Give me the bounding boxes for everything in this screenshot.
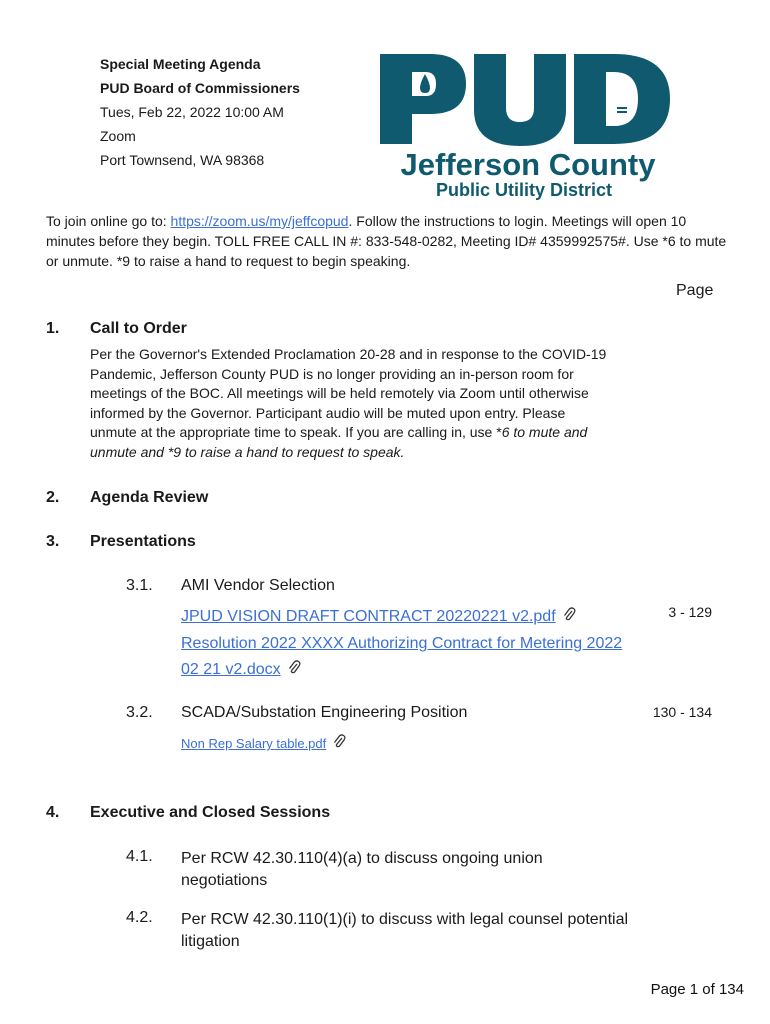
item-3-2-number: 3.2. bbox=[126, 704, 153, 721]
item-3-1-pages: 3 - 129 bbox=[668, 604, 712, 620]
attachment-salary-table-label: Non Rep Salary table.pdf bbox=[181, 736, 327, 751]
meeting-datetime: Tues, Feb 22, 2022 10:00 AM bbox=[100, 104, 284, 120]
page-column-header: Page bbox=[676, 282, 714, 299]
meeting-location: Port Townsend, WA 98368 bbox=[100, 152, 265, 168]
item-4-2-line1: Per RCW 42.30.110(1)(i) to discuss with legal counsel potential bbox=[181, 911, 629, 928]
board-name: PUD Board of Commissioners bbox=[100, 80, 300, 96]
item-3-2-title: SCADA/Substation Engineering Position bbox=[181, 704, 468, 721]
item-1-description-regular: Per the Governor's Extended Proclamation 20-28 and in response to the COVID-19 Pandemic, Jefferson County PUD is no longer providing an in-person room for meetings of the BOC. All meetings will be held remotely via Zoom until otherwise informed by the Governor. Participant audio will be muted upon entry. Please unmute at the appropriate time to speak. If you are calling in, use * bbox=[90, 346, 607, 441]
paperclip-icon bbox=[332, 733, 346, 749]
paperclip-icon bbox=[287, 659, 301, 675]
paperclip-icon bbox=[562, 606, 576, 622]
attachment-resolution-label-line2: 02 21 v2.docx bbox=[181, 661, 281, 678]
item-3-2-pages: 130 - 134 bbox=[652, 704, 712, 720]
join-instructions bbox=[46, 211, 736, 271]
logo-county-text: Jefferson County bbox=[400, 147, 656, 182]
pud-logo bbox=[378, 52, 672, 202]
item-3-1-title: AMI Vendor Selection bbox=[181, 577, 335, 594]
item-4-2-description bbox=[181, 909, 628, 953]
item-4-1-line2: negotiations bbox=[181, 872, 268, 889]
attachment-contract-link[interactable] bbox=[181, 604, 576, 630]
item-4-number: 4. bbox=[46, 804, 60, 821]
item-3-1-number: 3.1. bbox=[126, 577, 153, 594]
item-1-title: Call to Order bbox=[90, 320, 187, 337]
item-4-2-number: 4.2. bbox=[126, 909, 153, 926]
attachment-salary-table-link[interactable] bbox=[181, 731, 346, 757]
item-4-title: Executive and Closed Sessions bbox=[90, 804, 331, 821]
item-3-number: 3. bbox=[46, 533, 60, 550]
item-1-number: 1. bbox=[46, 320, 60, 337]
join-text-before: To join online go to: bbox=[46, 213, 171, 229]
attachment-resolution-link[interactable] bbox=[181, 631, 622, 683]
item-1-description-italic: 6 to mute and unmute and *9 to raise a hand to request to speak. bbox=[90, 424, 588, 460]
item-4-1-number: 4.1. bbox=[126, 848, 153, 865]
zoom-link[interactable]: https://zoom.us/my/jeffcopud bbox=[170, 213, 349, 229]
item-2-title: Agenda Review bbox=[90, 489, 209, 506]
attachment-resolution-label-line1: Resolution 2022 XXXX Authorizing Contract for Metering 2022 bbox=[181, 635, 623, 652]
item-4-1-line1: Per RCW 42.30.110(4)(a) to discuss ongoing union bbox=[181, 850, 543, 867]
item-3-title: Presentations bbox=[90, 533, 196, 550]
logo-district-text: Public Utility District bbox=[435, 180, 613, 200]
item-2-number: 2. bbox=[46, 489, 60, 506]
item-4-2-line2: litigation bbox=[181, 933, 240, 950]
item-1-description bbox=[90, 345, 610, 463]
meeting-type: Special Meeting Agenda bbox=[100, 56, 261, 72]
attachment-contract-label: JPUD VISION DRAFT CONTRACT 20220221 v2.pdf bbox=[181, 608, 556, 625]
item-4-1-description bbox=[181, 848, 543, 892]
meeting-venue: Zoom bbox=[100, 128, 136, 144]
join-text-after: . Follow the instructions to login. Meetings will open 10 minutes before they begin. TOLL FREE CALL IN #: 833-548-0282, Meeting ID# 4359992575#. Use *6 to mute or unmute. *9 to raise a hand to request to begin speaking. bbox=[46, 213, 727, 269]
page-number-footer: Page 1 of 134 bbox=[650, 981, 744, 998]
